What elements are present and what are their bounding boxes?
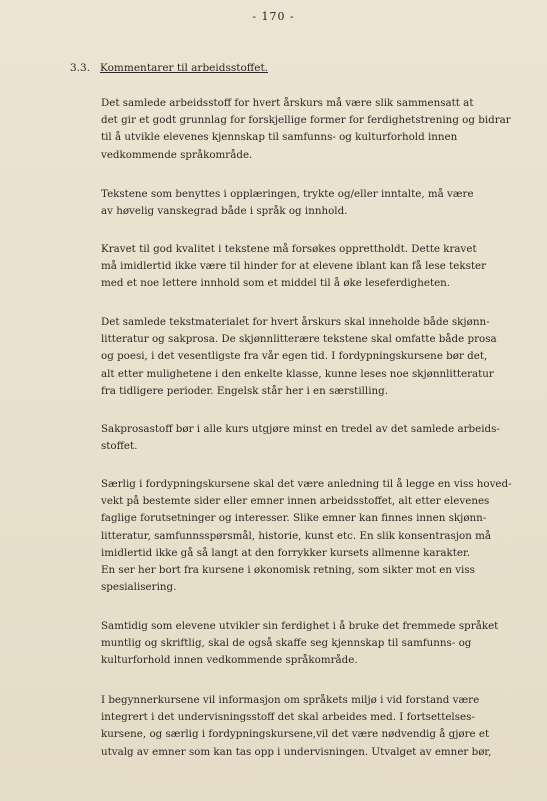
text-line: alt etter mulighetene i den enkelte klasse, kunne leses noe skjønnlitteratur	[101, 367, 494, 380]
text-line: Sakprosastoff bør i alle kurs utgjøre minst en tredel av det samlede arbeids-	[101, 423, 500, 435]
text-line: Kravet til god kvalitet i tekstene må forsøkes opprettholdt. Dette kravet	[101, 243, 477, 255]
text-line: muntlig og skriftlig, skal de også skaffe seg kjennskap til samfunns- og	[101, 637, 472, 650]
text-line: vekt på bestemte sider eller emner innen arbeidsstoffet, alt etter elevenes	[101, 495, 490, 508]
text-line: imidlertid ikke gå så langt at den forrykker kursets allmenne karakter.	[101, 546, 471, 559]
paragraph-3	[101, 241, 531, 293]
text-line: Det samlede arbeidsstoff for hvert årskurs må være slik sammensatt at	[101, 97, 474, 109]
text-line: spesialisering.	[101, 581, 177, 594]
paragraph-2	[101, 186, 531, 220]
paragraph-5	[101, 421, 531, 455]
paragraph-4	[101, 314, 531, 400]
text-line: må imidlertid ikke være til hinder for at elevene iblant kan få lese tekster	[101, 260, 487, 273]
text-line: med et noe lettere innhold som et middel til å øke leseferdigheten.	[101, 277, 451, 290]
text-line: integrert i det undervisningsstoff det skal arbeides med. I fortsettelses-	[101, 711, 475, 724]
section-heading	[70, 62, 268, 74]
paragraph-7	[101, 618, 531, 670]
text-line: Det samlede tekstmaterialet for hvert årskurs skal inneholde både skjønn-	[101, 316, 490, 328]
text-line: I begynnerkursene vil informasjon om språkets miljø i vid forstand være	[101, 694, 480, 706]
page-number: - 170 -	[252, 10, 295, 23]
text-line: litteratur, samfunnsspørsmål, historie, kunst etc. En slik konsentrasjon må	[101, 529, 492, 542]
text-line: og poesi, i det vesentligste fra vår egen tid. I fordypningskursene bør det,	[101, 350, 488, 363]
section-number: 3.3.	[70, 62, 91, 74]
text-line: litteratur og sakprosa. De skjønnlitterære tekstene skal omfatte både prosa	[101, 333, 497, 346]
text-line: stoffet.	[101, 440, 138, 453]
text-line: kulturforhold innen vedkommende språkområde.	[101, 654, 358, 667]
text-line: utvalg av emner som kan tas opp i undervisningen. Utvalget av emner bør,	[101, 745, 492, 758]
text-line: av høvelig vanskegrad både i språk og innhold.	[101, 205, 348, 218]
text-line: Særlig i fordypningskursene skal det være anledning til å legge en viss hoved-	[101, 478, 512, 490]
text-line: fra tidligere perioder. Engelsk står her i en særstilling.	[101, 384, 388, 397]
text-line: En ser her bort fra kursene i økonomisk retning, som sikter mot en viss	[101, 564, 475, 577]
text-line: kursene, og særlig i fordypningskursene,vil det være nødvendig å gjøre et	[101, 728, 490, 741]
paragraph-8	[101, 692, 531, 761]
text-line: til å utvikle elevenes kjennskap til samfunns- og kulturforhold innen	[101, 131, 458, 144]
text-line: det gir et godt grunnlag for forskjellige former for ferdighetstrening og bidrar	[101, 114, 511, 127]
text-line: Samtidig som elevene utvikler sin ferdighet i å bruke det fremmede språket	[101, 620, 499, 632]
section-title: Kommentarer til arbeidsstoffet.	[100, 62, 269, 74]
paragraph-6	[101, 476, 531, 596]
paragraph-1	[101, 95, 531, 164]
text-line: vedkommende språkområde.	[101, 148, 253, 161]
text-line: Tekstene som benyttes i opplæringen, trykte og/eller inntalte, må være	[101, 188, 474, 200]
text-line: faglige forutsetninger og interesser. Slike emner kan finnes innen skjønn-	[101, 512, 487, 525]
